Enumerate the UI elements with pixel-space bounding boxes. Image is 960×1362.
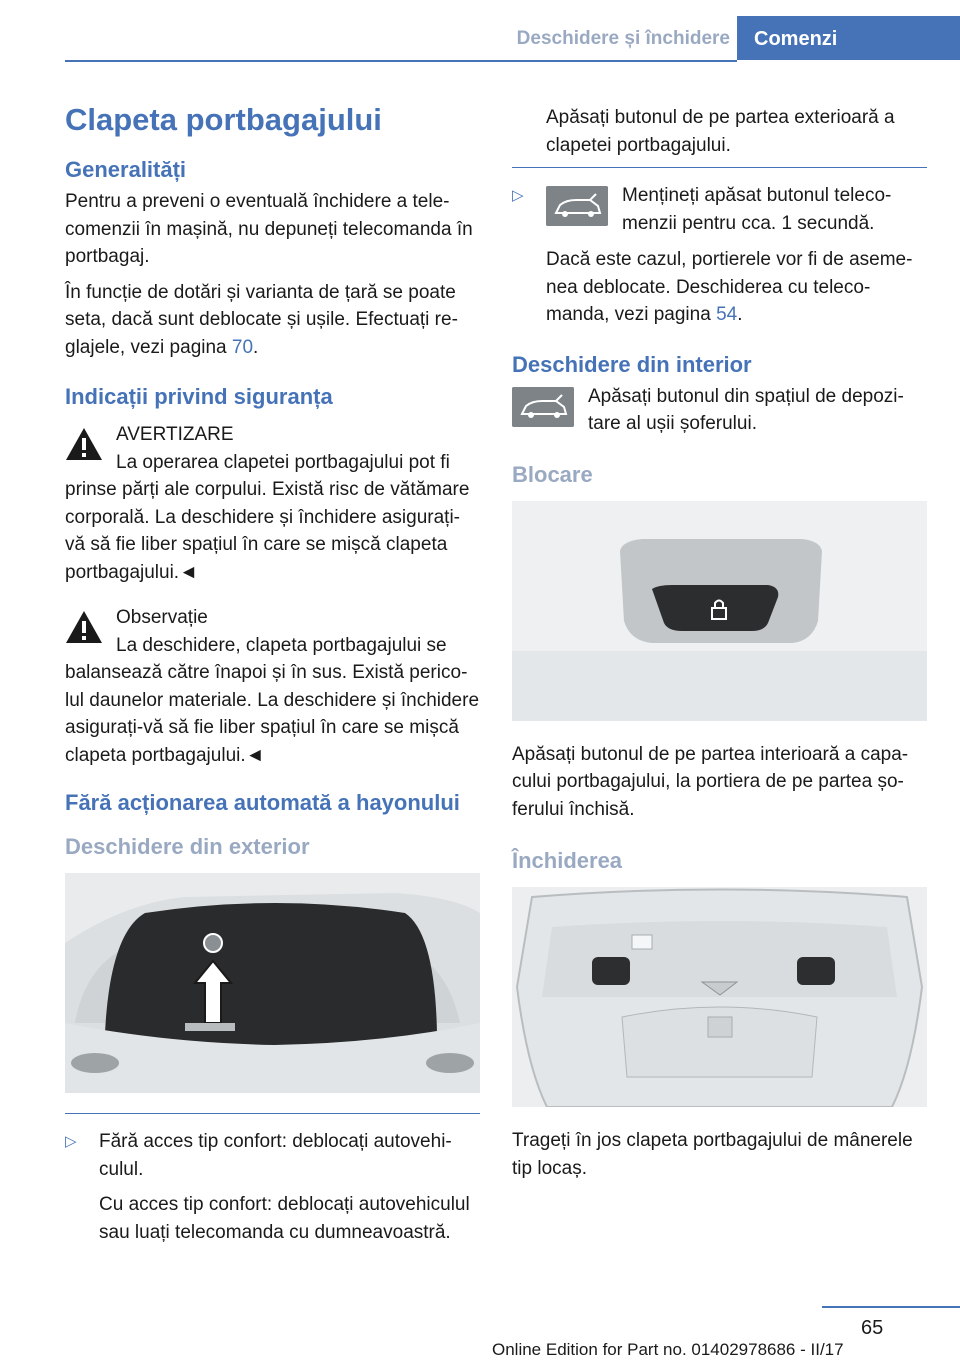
trunk-open-icon: [512, 387, 574, 427]
page-link-70[interactable]: 70: [231, 336, 254, 358]
header-section-title: Deschidere și închidere: [516, 28, 730, 49]
exterior-opening-heading: Deschidere din exterior: [65, 834, 310, 859]
lock-button-illustration: [512, 501, 927, 721]
warning-1-title: AVERTIZARE: [116, 424, 234, 445]
warning-box-2: [65, 604, 480, 769]
closing-heading: Închiderea: [512, 848, 623, 873]
bullet-divider: [512, 167, 927, 168]
left-column: [65, 92, 480, 1254]
list-item-text: Mențineți apăsat butonul telecomenzii pentru cca. 1 secundă.: [622, 185, 892, 234]
bullet-arrow-icon: ▷: [65, 1133, 77, 1150]
header-chapter-tab[interactable]: Comenzi: [737, 16, 960, 60]
general-paragraph-2: [65, 279, 480, 362]
car-rear-illustration: [65, 873, 480, 1093]
warning-triangle-icon: [65, 427, 103, 461]
car-rear-exterior-figure: [65, 873, 480, 1093]
page-title: Clapeta portbagajului: [65, 102, 382, 137]
footer-rule: [822, 1306, 960, 1308]
edition-footer: Online Edition for Part no. 01402978686 - II/17: [492, 1340, 844, 1359]
bullet-arrow-icon: ▷: [512, 187, 524, 204]
warning-box-1: [65, 421, 480, 586]
remote-unlock-end: .: [737, 304, 743, 325]
warning-2-body: balansează către înapoi și în sus. Există pericolul daunelor materiale. La deschidere și închidere asigurați-vă să fie liber spațiul în care se mișcă clapeta portbagajului.◄: [65, 662, 480, 766]
list-item-text: Fără acces tip confort: deblocați autovehiculul.: [99, 1131, 452, 1180]
trunk-lid-illustration: [512, 887, 927, 1107]
closing-paragraph: Trageți în jos clapeta portbagajului de mânerele tip locaș.: [512, 1130, 913, 1179]
interior-opening-heading: Deschidere din interior: [512, 351, 752, 377]
trunk-lock-button-figure: [512, 501, 927, 721]
general-heading: Generalități: [65, 157, 187, 182]
warning-1-lead: La operarea clapetei portbagajului pot fi: [116, 451, 450, 473]
header-rule: [65, 60, 737, 62]
page-number: 65: [861, 1317, 884, 1339]
warning-triangle-icon: [65, 610, 103, 644]
interior-button-text: Apăsați butonul din spațiul de depozitare al ușii șoferului.: [588, 385, 904, 434]
exterior-button-paragraph: Apăsați butonul de pe partea exterioară a clapetei portbagajului.: [546, 107, 895, 156]
list-item-no-comfort-access: [65, 1128, 480, 1183]
list-item-remote-hold: [512, 182, 927, 238]
list-item-comfort-access: Cu acces tip confort: deblocați autovehiculul sau luați telecomanda cu dumneavoastră.: [99, 1194, 470, 1243]
page-link-54[interactable]: 54: [716, 304, 738, 325]
general-paragraph-2-text: În funcție de dotări și varianta de țară se poate seta, dacă sunt deblocate și ușile. Efectuați reglajele, vezi pagina: [65, 281, 458, 358]
interior-button-row: [512, 383, 927, 439]
locking-paragraph: Apăsați butonul de pe partea interioară a capacului portbagajului, la portiera de pe partea șoferului închisă.: [512, 743, 909, 820]
general-paragraph-1: Pentru a preveni o eventuală închidere a telecomenzii în mașină, nu depuneți telecomanda în portbagaj.: [65, 191, 473, 267]
warning-2-lead: La deschidere, clapeta portbagajului se: [116, 634, 447, 656]
safety-heading: Indicații privind siguranța: [65, 384, 333, 409]
locking-heading: Blocare: [512, 461, 593, 487]
trunk-open-icon: [546, 186, 608, 226]
warning-2-title: Observație: [116, 607, 208, 628]
no-automatic-tailgate-heading: Fără acționarea automată a hayonului: [65, 790, 460, 815]
remote-unlock-text: Dacă este cazul, portierele vor fi de asemenea deblocate. Deschiderea cu telecomanda, vezi pagina: [546, 249, 913, 325]
warning-1-body: prinse părți ale corpului. Există risc de vătămare corporală. La deschidere și închidere asigurați-vă să fie liber spațiul în care se mișcă clapeta portbagajului.◄: [65, 479, 470, 583]
general-paragraph-2-end: .: [253, 336, 259, 358]
bullet-divider: [65, 1113, 480, 1114]
remote-unlock-paragraph: [512, 246, 927, 329]
trunk-lid-interior-figure: [512, 887, 927, 1107]
right-column: [512, 104, 927, 1190]
